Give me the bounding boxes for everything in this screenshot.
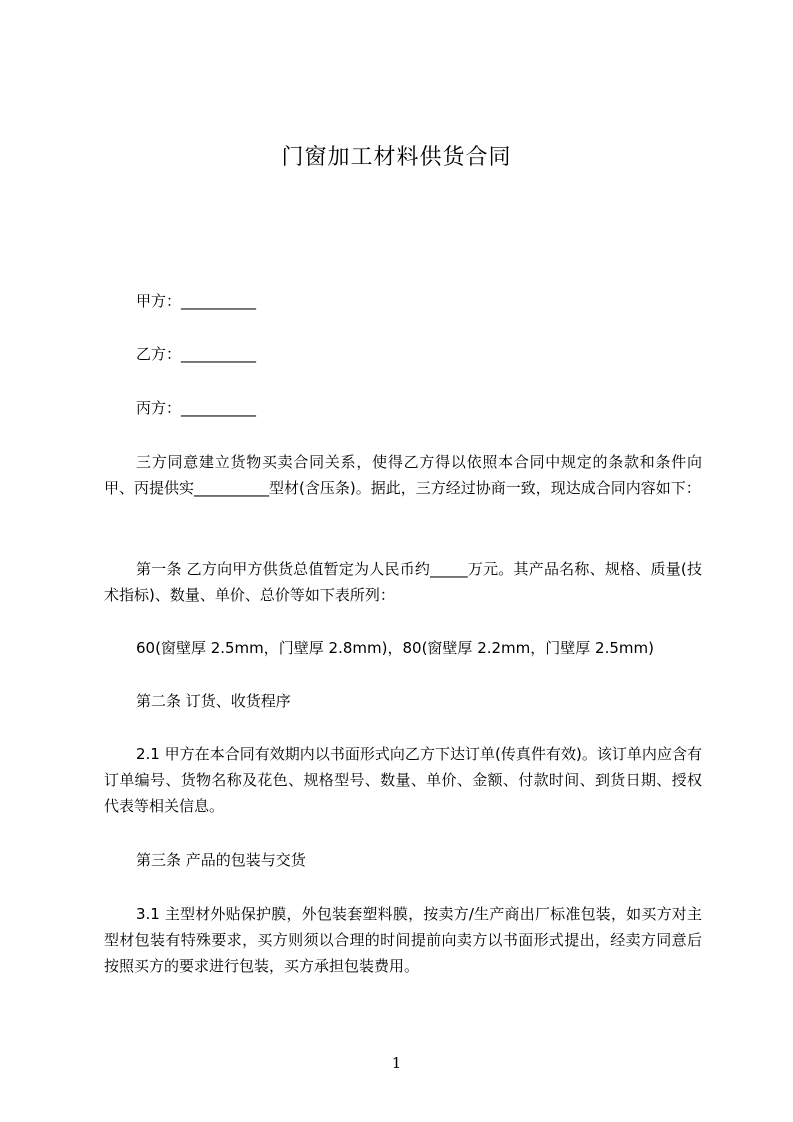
party-c-line: 丙方：__________ [136,399,257,417]
intro-paragraph: 三方同意建立货物买卖合同关系，使得乙方得以依照本合同中规定的条款和条件向甲、丙提供实__________型材(含压条)。据此，三方经过协商一致，现达成合同内容如下： [104,453,702,497]
page-number: 1 [391,1054,402,1072]
article-1-paragraph: 第一条 乙方向甲方供货总值暂定为人民币约_____万元。其产品名称、规格、质量(技术指标)、数量、单价、总价等如下表所列： [104,560,702,604]
spec-line: 60(窗壁厚 2.5mm，门壁厚 2.8mm)，80(窗壁厚 2.2mm，门壁厚 2.5mm) [136,639,654,657]
clause-2-1-paragraph: 2.1 甲方在本合同有效期内以书面形式向乙方下达订单(传真件有效)。该订单内应含有订单编号、货物名称及花色、规格型号、数量、单价、金额、付款时间、到货日期、授权代表等相关信息。 [104,745,702,815]
article-2-heading: 第二条 订货、收货程序 [136,692,291,710]
clause-3-1-paragraph: 3.1 主型材外贴保护膜，外包装套塑料膜，按卖方/生产商出厂标准包装，如买方对主型材包装有特殊要求，买方则须以合理的时间提前向卖方以书面形式提出，经卖方同意后按照买方的要求进行包装，买方承担包装费用。 [104,905,702,975]
document-title: 门窗加工材料供货合同 [281,145,512,170]
party-a-line: 甲方：__________ [136,292,257,310]
party-b-line: 乙方：__________ [136,345,257,363]
article-3-heading: 第三条 产品的包装与交货 [136,851,306,869]
